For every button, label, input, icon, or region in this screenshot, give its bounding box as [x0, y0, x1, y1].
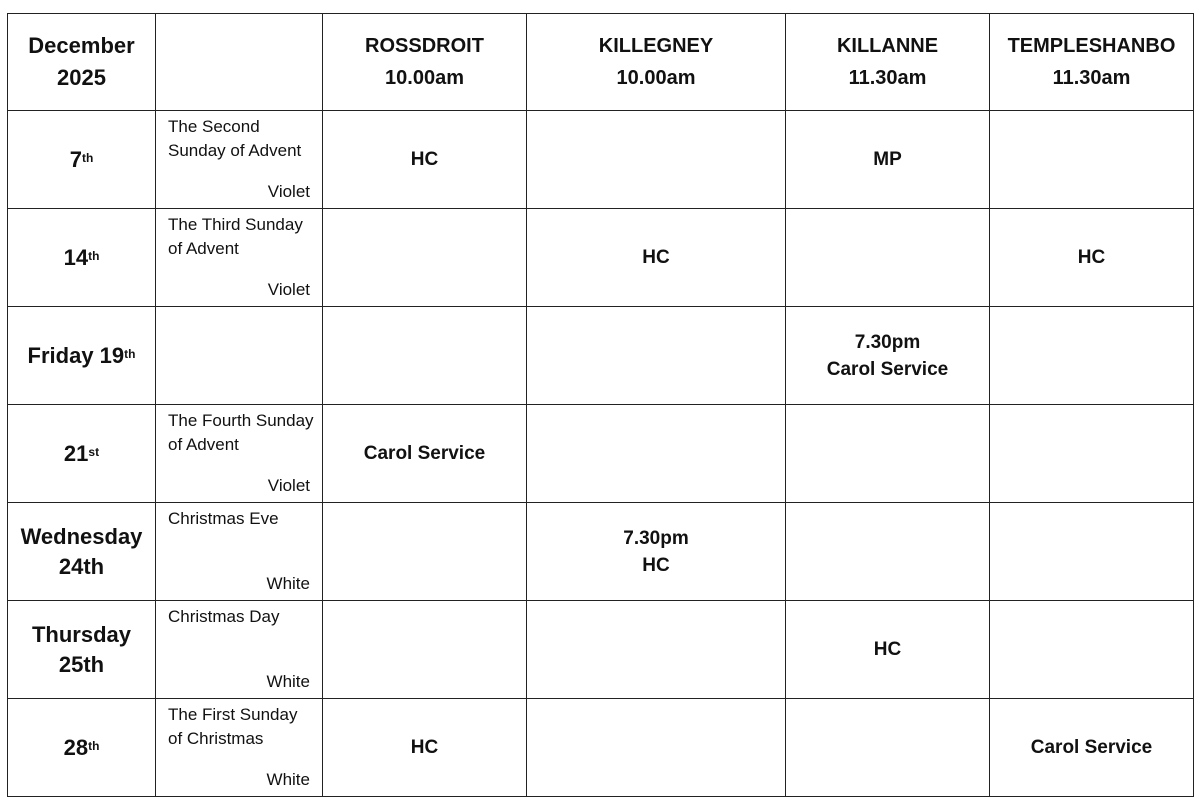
- service-cell: [786, 601, 990, 699]
- service-cell: [527, 601, 786, 699]
- liturgical-colour: Violet: [267, 280, 310, 299]
- church-time: 11.30am: [1052, 67, 1131, 89]
- header-row: [8, 14, 1194, 111]
- service-cell: [990, 307, 1194, 405]
- service-text: Carol Service: [363, 443, 486, 464]
- date-suffix: th: [124, 346, 136, 361]
- service-cell: [990, 699, 1194, 797]
- occasion-cell: [156, 111, 323, 209]
- date-suffix: th: [88, 248, 100, 263]
- date-main: Wednesday: [20, 523, 143, 549]
- date-suffix: st: [88, 444, 100, 459]
- church-time: 11.30am: [848, 67, 927, 89]
- occasion-name: Christmas Day: [168, 607, 280, 626]
- date-cell: [8, 307, 156, 405]
- occasion-cell: [156, 601, 323, 699]
- date-cell: [8, 699, 156, 797]
- service-cell: [786, 405, 990, 503]
- church-name: ROSSDROIT: [365, 35, 484, 57]
- service-cell: [990, 111, 1194, 209]
- liturgical-colour: White: [266, 574, 310, 593]
- service-cell: [323, 307, 527, 405]
- church-header: [786, 14, 990, 111]
- date-cell: [8, 601, 156, 699]
- occasion-name: Christmas Eve: [168, 509, 279, 528]
- date-label: [8, 145, 155, 175]
- date-cell: [8, 111, 156, 209]
- table-row: [8, 209, 1194, 307]
- service-cell: [323, 699, 527, 797]
- date-label: [8, 243, 155, 273]
- service-text: HC: [410, 149, 439, 170]
- liturgical-colour: Violet: [267, 476, 310, 495]
- church-name: KILLANNE: [836, 35, 939, 57]
- occasion-name: The Fourth Sunday of Advent: [168, 411, 314, 454]
- service-text: HC: [642, 247, 670, 268]
- table-row: [8, 699, 1194, 797]
- occasion-name: The Third Sunday of Advent: [168, 215, 303, 258]
- service-text: HC: [873, 639, 902, 660]
- service-cell: [323, 111, 527, 209]
- liturgical-colour: White: [266, 770, 310, 789]
- date-label: [8, 341, 155, 371]
- date-main: 7: [69, 146, 82, 172]
- occasion-cell: [156, 503, 323, 601]
- service-cell: [527, 111, 786, 209]
- date-main: Friday 19: [27, 342, 125, 368]
- date-label: [8, 620, 155, 650]
- church-time: 10.00am: [385, 67, 464, 89]
- table-row: [8, 307, 1194, 405]
- month-name: December: [28, 33, 135, 58]
- service-cell: [786, 503, 990, 601]
- service-cell: [786, 209, 990, 307]
- month-header: [8, 14, 156, 111]
- service-text: 7.30pm: [623, 527, 689, 549]
- service-cell: [990, 209, 1194, 307]
- service-cell: [323, 209, 527, 307]
- church-header: [990, 14, 1194, 111]
- church-name: TEMPLESHANBO: [1007, 35, 1176, 57]
- service-text: Carol Service: [826, 358, 949, 380]
- table-row: [8, 601, 1194, 699]
- church-time: 10.00am: [616, 67, 696, 89]
- church-name: KILLEGNEY: [598, 35, 714, 57]
- date-main: 28: [63, 734, 89, 760]
- rota-body: [8, 111, 1194, 797]
- service-text: Carol Service: [1030, 737, 1153, 758]
- service-text: MP: [873, 149, 902, 170]
- service-text: 7.30pm: [854, 331, 921, 353]
- service-text: HC: [642, 554, 670, 576]
- date-main: 21: [63, 440, 89, 466]
- date-suffix: th: [88, 738, 100, 753]
- occasion-cell: [156, 699, 323, 797]
- table-row: [8, 405, 1194, 503]
- liturgical-colour: White: [266, 672, 310, 691]
- table-row: [8, 111, 1194, 209]
- service-cell: [786, 307, 990, 405]
- service-text: HC: [410, 737, 439, 758]
- service-cell: [527, 307, 786, 405]
- date-line2: 25th: [58, 651, 105, 677]
- occasion-cell: [156, 209, 323, 307]
- table-row: [8, 503, 1194, 601]
- year: 2025: [57, 65, 106, 90]
- date-suffix: th: [81, 150, 94, 165]
- date-cell: [8, 503, 156, 601]
- service-cell: [990, 601, 1194, 699]
- service-cell: [527, 503, 786, 601]
- date-cell: [8, 405, 156, 503]
- occasion-cell: [156, 307, 323, 405]
- occasion-name: The Second Sunday of Advent: [168, 117, 302, 160]
- occasion-header: [156, 14, 323, 111]
- date-label: [8, 733, 155, 763]
- occasion-cell: [156, 405, 323, 503]
- service-cell: [990, 503, 1194, 601]
- church-header: [527, 14, 786, 111]
- service-text: HC: [1077, 247, 1106, 268]
- date-cell: [8, 209, 156, 307]
- church-header: [323, 14, 527, 111]
- date-main: 14: [63, 244, 89, 270]
- service-cell: [527, 209, 786, 307]
- liturgical-colour: Violet: [267, 182, 310, 201]
- service-cell: [527, 405, 786, 503]
- service-rota-table: [7, 13, 1194, 797]
- service-cell: [527, 699, 786, 797]
- date-label: [8, 522, 155, 552]
- date-label: [8, 439, 155, 469]
- date-main: Thursday: [31, 621, 132, 647]
- service-cell: [323, 405, 527, 503]
- date-line2: 24th: [58, 553, 105, 579]
- service-cell: [786, 699, 990, 797]
- service-cell: [323, 601, 527, 699]
- service-cell: [786, 111, 990, 209]
- occasion-name: The First Sunday of Christmas: [168, 705, 298, 748]
- service-cell: [990, 405, 1194, 503]
- service-cell: [323, 503, 527, 601]
